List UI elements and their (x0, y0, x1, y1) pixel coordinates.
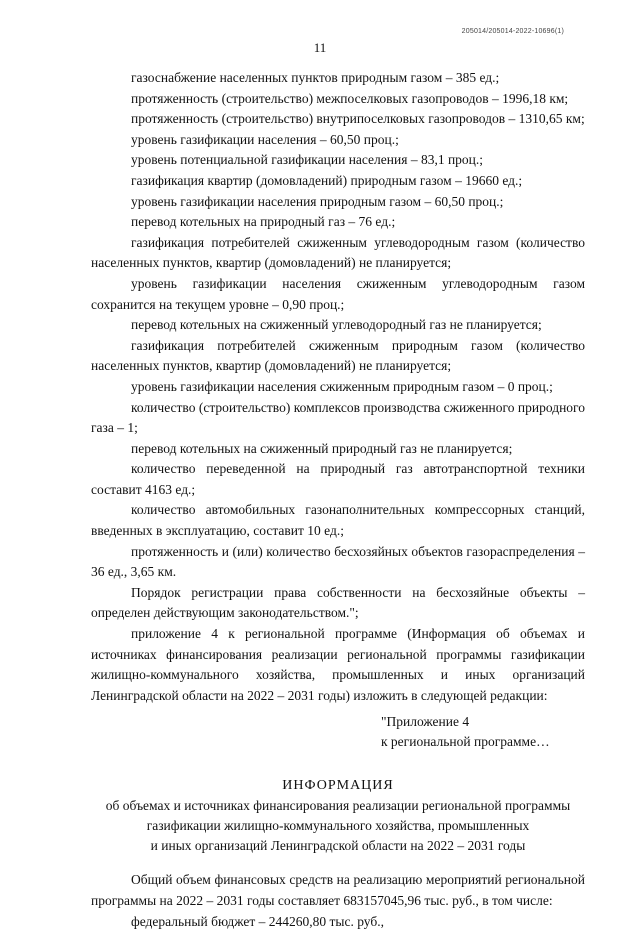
text-line: протяженность и (или) количество бесхозяйных объектов газораспределения – 36 ед., 3,65 км. (91, 543, 585, 580)
text-line: газификация потребителей сжиженным природным газом (количество населенных пунктов, квартир (домовладений) не планируется; (91, 337, 585, 374)
heading-line: газификации жилищно-коммунального хозяйства, промышленных (146, 818, 530, 834)
text-line: уровень газификации населения сжиженным природным газом – 0 проц.; (131, 378, 553, 394)
text-line: Порядок регистрации права собственности на бесхозяйные объекты – определен действующим законодательством."; (91, 584, 585, 621)
appendix-line: "Приложение 4 (381, 714, 470, 730)
text-line: перевод котельных на сжиженный углеводородный газ не планируется; (131, 317, 542, 333)
text-line: уровень газификации населения сжиженным углеводородным газом сохранится на текущем уровне – 0,90 проц.; (91, 275, 585, 312)
text-line: уровень газификации населения – 60,50 проц.; (131, 131, 399, 147)
text-line: количество (строительство) комплексов производства сжиженного природного газа – 1; (91, 399, 585, 436)
summary-line: федеральный бюджет – 244260,80 тыс. руб., (131, 913, 384, 929)
appendix-reference (381, 712, 585, 752)
text-line: количество переведенной на природный газ автотранспортной техники составит 4163 ед.; (91, 461, 585, 497)
page-number: 11 (313, 40, 327, 55)
text-line: перевод котельных на сжиженный природный газ не планируется; (131, 440, 513, 456)
document-id: 205014/205014-2022-10696(1) (461, 28, 564, 35)
text-line: уровень потенциальной газификации населения – 83,1 проц.; (131, 152, 484, 168)
summary-line: Общий объем финансовых средств на реализацию мероприятий региональной программы на 2022 – 2031 годы составляет 683157045,96 тыс. руб., в том числе: (91, 872, 585, 908)
section-heading (91, 776, 585, 856)
heading-line: и иных организаций Ленинградской области на 2022 – 2031 годы (150, 838, 526, 854)
text-line: перевод котельных на природный газ – 76 ед.; (131, 214, 396, 230)
text-line: протяженность (строительство) внутрипоселковых газопроводов – 1310,65 км; (131, 111, 585, 127)
text-line: приложение 4 к региональной программе (Информация об объемах и источниках финансирования реализации региональной программы газификации жилищно-коммунального хозяйства, промышленных и иных организаций Ленинградской области на 2022 – 2031 годы) изложить в следующей редакции: (91, 626, 585, 703)
appendix-line: к региональной программе… (381, 734, 550, 750)
text-line: газификация потребителей сжиженным углеводородным газом (количество населенных пунктов, квартир (домовладений) не планируется; (91, 234, 585, 271)
heading-title: ИНФОРМАЦИЯ (282, 778, 394, 794)
text-line: газоснабжение населенных пунктов природным газом – 385 ед.; (131, 70, 500, 85)
document-body (91, 68, 585, 932)
text-line: уровень газификации населения природным газом – 60,50 проц.; (131, 193, 504, 209)
text-line: количество автомобильных газонаполнительных компрессорных станций, введенных в эксплуатацию, составит 10 ед.; (91, 502, 585, 539)
heading-line: об объемах и источниках финансирования реализации региональной программы (105, 798, 571, 814)
funding-summary (91, 870, 585, 932)
text-line: протяженность (строительство) межпоселковых газопроводов – 1996,18 км; (131, 90, 569, 106)
text-line: газификация квартир (домовладений) природным газом – 19660 ед.; (131, 172, 523, 188)
